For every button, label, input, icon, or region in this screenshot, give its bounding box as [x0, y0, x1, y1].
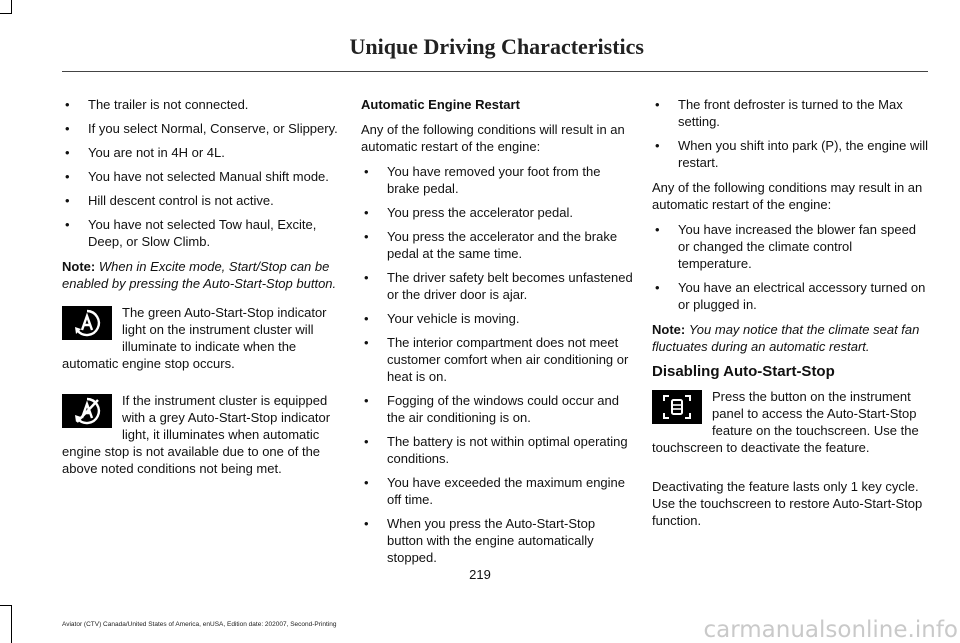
- auto-start-stop-icon: [62, 306, 112, 340]
- crop-mark-top-left-v: [11, 0, 12, 14]
- list-item: • You press the accelerator pedal.: [361, 204, 633, 221]
- panel-button-block: [652, 388, 928, 464]
- column-left: [62, 96, 338, 485]
- auto-start-stop-button-icon: [652, 390, 702, 424]
- panel-button-text: Press the button on the instrument panel to access the Auto-Start-Stop feature on the touchscreen. Use the touchscreen to deactivate the feature.: [652, 389, 919, 455]
- list-item: • The front defroster is turned to the Max setting.: [652, 96, 928, 130]
- grey-indicator-block: [62, 392, 338, 485]
- note: [652, 321, 928, 355]
- note: [62, 258, 338, 292]
- watermark: carmanualsonline.info: [703, 617, 958, 643]
- list-item: • You have exceeded the maximum engine off time.: [361, 474, 633, 508]
- list-item: • You have an electrical accessory turned on or plugged in.: [652, 279, 928, 313]
- crop-mark-bottom-left-h: [0, 605, 12, 606]
- edition-footer: Aviator (CTV) Canada/United States of America, enUSA, Edition date: 202007, Second-Printing: [62, 621, 337, 628]
- auto-start-stop-off-icon: [62, 394, 112, 428]
- list-item: • The battery is not within optimal operating conditions.: [361, 433, 633, 467]
- note-text: When in Excite mode, Start/Stop can be enabled by pressing the Auto-Start-Stop button.: [62, 259, 337, 291]
- note-text: You may notice that the climate seat fan fluctuates during an automatic restart.: [652, 322, 920, 354]
- green-indicator-text: The green Auto-Start-Stop indicator light on the instrument cluster will illuminate to indicate when the automatic engine stop occurs.: [62, 305, 327, 371]
- list-item: • You are not in 4H or 4L.: [62, 144, 338, 161]
- list-item: • You have removed your foot from the brake pedal.: [361, 163, 633, 197]
- restart-condition-list-continued: [652, 96, 928, 171]
- note-label: Note:: [62, 259, 96, 274]
- list-item: • The interior compartment does not meet customer comfort when air conditioning or heat is on.: [361, 334, 633, 385]
- list-item: • If you select Normal, Conserve, or Slippery.: [62, 120, 338, 137]
- page-number: 219: [469, 567, 491, 582]
- page-title: Unique Driving Characteristics: [349, 34, 644, 59]
- column-right: [652, 96, 928, 537]
- section-intro: Any of the following conditions will result in an automatic restart of the engine:: [361, 122, 625, 154]
- note-label: Note:: [652, 322, 686, 337]
- section-heading: Disabling Auto-Start-Stop: [652, 363, 835, 380]
- section-intro: Any of the following conditions may result in an automatic restart of the engine:: [652, 180, 923, 212]
- grey-indicator-text: If the instrument cluster is equipped with a grey Auto-Start-Stop indicator light, it illuminates when automatic engine stop is not available due to one of the above noted conditions not being met.: [62, 393, 331, 476]
- crop-mark-bottom-left-v: [11, 605, 12, 643]
- list-item: • When you press the Auto-Start-Stop button with the engine automatically stopped.: [361, 515, 633, 566]
- list-item: • Your vehicle is moving.: [361, 310, 633, 327]
- condition-list: [62, 96, 338, 250]
- list-item: • When you shift into park (P), the engine will restart.: [652, 137, 928, 171]
- list-item: • The driver safety belt becomes unfastened or the driver door is ajar.: [361, 269, 633, 303]
- restart-condition-list: [361, 163, 633, 566]
- section-heading: Automatic Engine Restart: [361, 97, 520, 112]
- list-item: • You have not selected Manual shift mode.: [62, 168, 338, 185]
- list-item: • The trailer is not connected.: [62, 96, 338, 113]
- crop-mark-top-left-h: [0, 13, 12, 14]
- list-item: • You have increased the blower fan speed or changed the climate control temperature.: [652, 221, 928, 272]
- column-middle: [361, 96, 633, 574]
- list-item: • You press the accelerator and the brake pedal at the same time.: [361, 228, 633, 262]
- list-item: • You have not selected Tow haul, Excite, Deep, or Slow Climb.: [62, 216, 338, 250]
- header-divider: [62, 71, 928, 72]
- green-indicator-block: [62, 304, 338, 380]
- possible-restart-list: [652, 221, 928, 313]
- list-item: • Hill descent control is not active.: [62, 192, 338, 209]
- list-item: • Fogging of the windows could occur and the air conditioning is on.: [361, 392, 633, 426]
- deactivate-text: Deactivating the feature lasts only 1 key cycle. Use the touchscreen to restore Auto-Start-Stop function.: [652, 479, 923, 528]
